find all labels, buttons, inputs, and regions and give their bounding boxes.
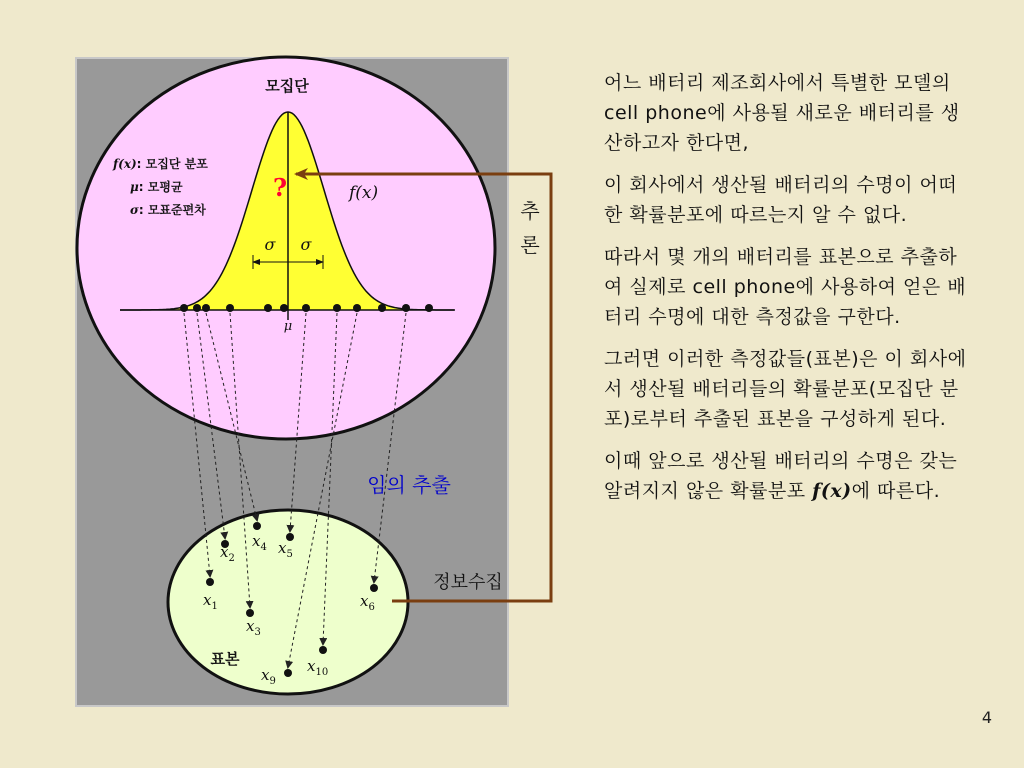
random-sampling-label: 임의 추출 bbox=[367, 473, 451, 497]
sample-label-x1: $x_1$ bbox=[203, 591, 218, 612]
population-point bbox=[333, 304, 341, 312]
sample-point-x10 bbox=[319, 646, 327, 654]
population-point bbox=[202, 304, 210, 312]
legend-sigma: σ: 모표준편차 bbox=[130, 203, 206, 217]
population-point bbox=[280, 304, 288, 312]
sample-point-x9 bbox=[284, 669, 292, 677]
sigma-right-label: σ bbox=[300, 235, 312, 254]
sigma-left-label: σ bbox=[264, 235, 276, 254]
info-collection-label: 정보수집 bbox=[433, 572, 503, 593]
sample-label-x5: $x_5$ bbox=[278, 539, 293, 560]
sample-point-x1 bbox=[206, 578, 214, 586]
paragraph-5-fx: f(x) bbox=[812, 480, 852, 502]
sample-point-x6 bbox=[370, 584, 378, 592]
sample-point-x5 bbox=[286, 533, 294, 541]
sample-label-x2: $x_2$ bbox=[220, 543, 235, 564]
population-point bbox=[264, 304, 272, 312]
legend-fx: f(x): 모집단 분포 bbox=[113, 157, 208, 171]
population-point bbox=[378, 304, 386, 312]
sample-point-x4 bbox=[253, 522, 261, 530]
population-point bbox=[180, 304, 188, 312]
paragraph-5 bbox=[604, 446, 976, 506]
paragraph-4: 그러면 이러한 측정값들(표본)은 이 회사에서 생산될 배터리들의 확률분포(모집단 분포)로부터 추출된 표본을 구성하게 된다. bbox=[604, 348, 967, 430]
population-point bbox=[353, 304, 361, 312]
inference-label-1: 추 bbox=[520, 199, 540, 223]
inference-label-2: 론 bbox=[520, 233, 540, 257]
mu-label: μ bbox=[283, 319, 293, 334]
legend-mu: μ: 모평균 bbox=[130, 180, 183, 194]
fx-label: f(x) bbox=[349, 183, 379, 203]
sample-label-x9: $x_9$ bbox=[261, 666, 276, 687]
population-point bbox=[302, 304, 310, 312]
paragraph-2: 이 회사에서 생산될 배터리의 수명이 어떠한 확률분포에 따르는지 알 수 없다. bbox=[604, 174, 958, 226]
population-point bbox=[425, 304, 433, 312]
population-point bbox=[402, 304, 410, 312]
explanation-text bbox=[604, 68, 976, 518]
population-point bbox=[226, 304, 234, 312]
paragraph-1: 어느 배터리 제조회사에서 특별한 모델의 cell phone에 사용될 새로운 배터리를 생산하고자 한다면, bbox=[604, 72, 960, 154]
sample-title: 표본 bbox=[210, 650, 240, 668]
paragraph-5-end: 에 따른다. bbox=[851, 480, 941, 502]
population-title: 모집단 bbox=[265, 77, 309, 95]
sample-label-x10: $x_{10}$ bbox=[307, 657, 329, 678]
sample-point-x3 bbox=[246, 609, 254, 617]
page-number: 4 bbox=[981, 708, 992, 727]
paragraph-3: 따라서 몇 개의 배터리를 표본으로 추출하여 실제로 cell phone에 사용하여 얻은 배터리 수명에 대한 측정값을 구한다. bbox=[604, 246, 967, 328]
sample-label-x3: $x_3$ bbox=[246, 617, 261, 638]
sample-label-x6: $x_6$ bbox=[360, 592, 375, 613]
sample-label-x4: $x_4$ bbox=[252, 532, 267, 553]
population-point bbox=[193, 304, 201, 312]
paragraph-5-text: 이때 앞으로 생산될 배터리의 수명은 갖는 알려지지 않은 확률분포 bbox=[604, 450, 958, 502]
question-mark: ? bbox=[272, 173, 288, 202]
